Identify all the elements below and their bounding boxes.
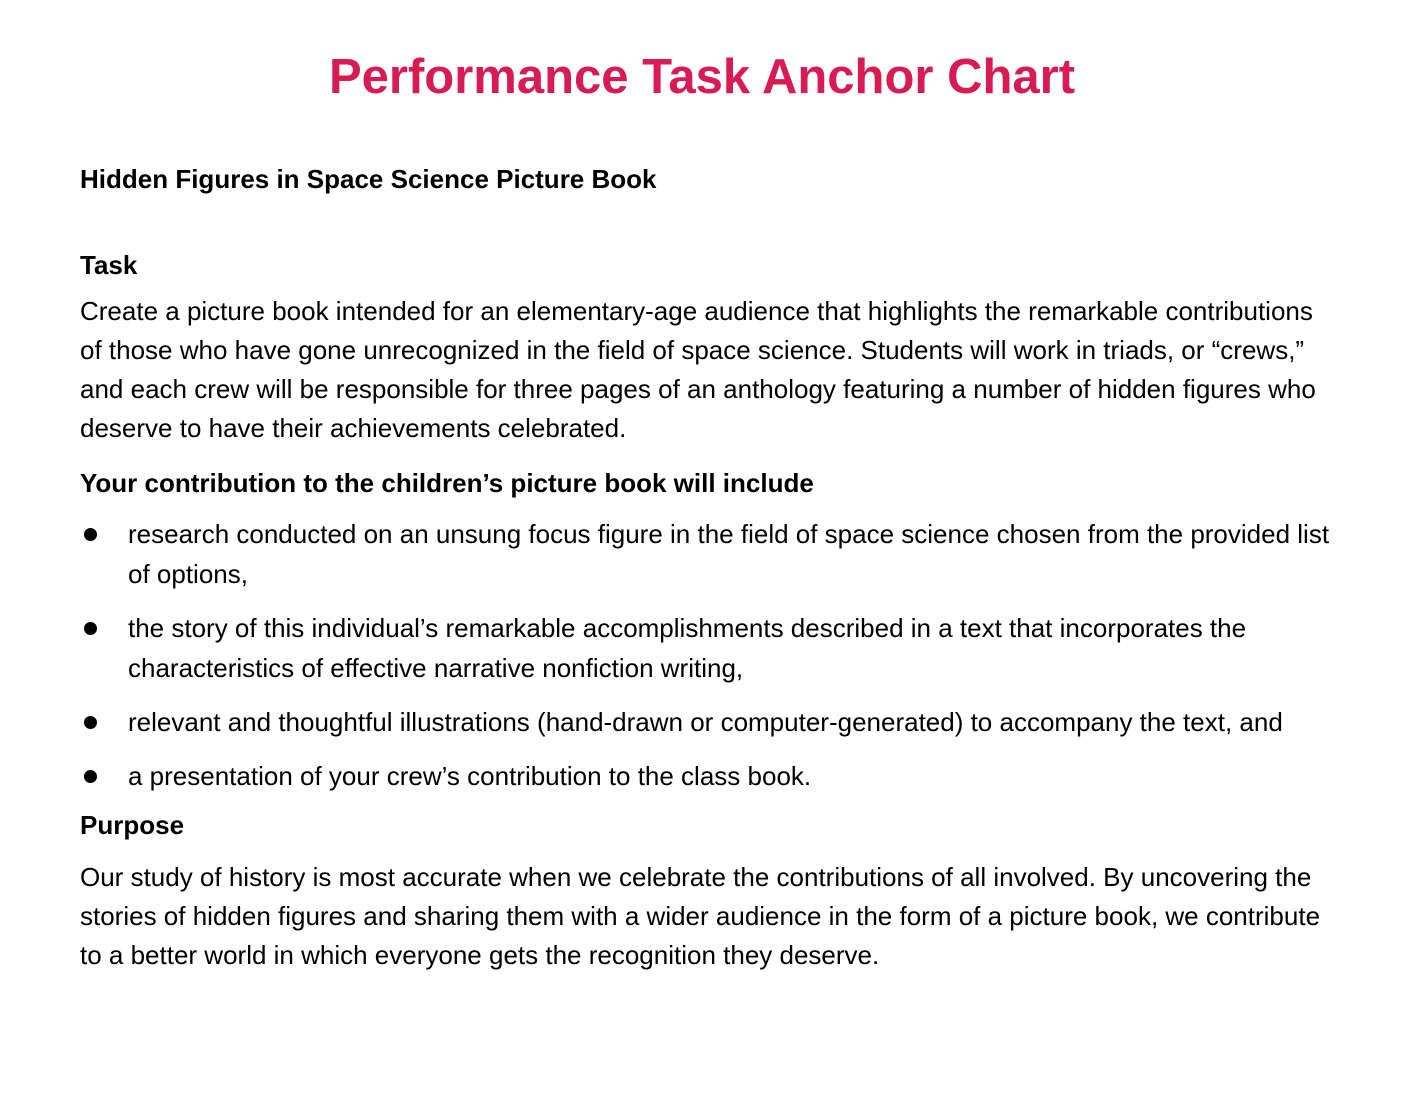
list-item <box>80 702 1340 742</box>
task-heading: Task <box>80 250 138 280</box>
list-item <box>80 608 1340 688</box>
list-item <box>80 756 1340 796</box>
purpose-paragraph: Our study of history is most accurate when we celebrate the contributions of all involved. By uncovering the stories of hidden figures and sharing them with a wider audience in the form of a picture book, we contribute to a better world in which everyone gets the recognition they deserve. <box>80 862 1321 970</box>
list-item <box>80 514 1340 594</box>
task-paragraph: Create a picture book intended for an elementary-age audience that highlights the remarkable contributions of those who have gone unrecognized in the field of space science. Students will work in triads, or “crews,” and each crew will be responsible for three pages of an anthology featuring a number of hidden figures who deserve to have their achievements celebrated. <box>80 296 1316 443</box>
list-item-text: the story of this individual’s remarkable accomplishments described in a text that incorporates the characteristics of effective narrative nonfiction writing, <box>128 613 1247 683</box>
document-body <box>80 160 1340 975</box>
contribution-heading: Your contribution to the children’s picture book will include <box>80 468 814 498</box>
bullet-icon <box>84 528 97 541</box>
purpose-heading: Purpose <box>80 810 185 840</box>
list-item-text: a presentation of your crew’s contribution to the class book. <box>128 761 812 791</box>
contribution-list <box>80 514 1340 796</box>
bullet-icon <box>84 622 97 635</box>
bullet-icon <box>84 770 97 783</box>
list-item-text: research conducted on an unsung focus figure in the field of space science chosen from the provided list of options, <box>128 519 1330 589</box>
bullet-icon <box>84 716 97 729</box>
document-subtitle: Hidden Figures in Space Science Picture Book <box>80 164 657 194</box>
page-title: Performance Task Anchor Chart <box>328 49 1076 104</box>
list-item-text: relevant and thoughtful illustrations (hand-drawn or computer-generated) to accompany the text, and <box>128 707 1283 737</box>
